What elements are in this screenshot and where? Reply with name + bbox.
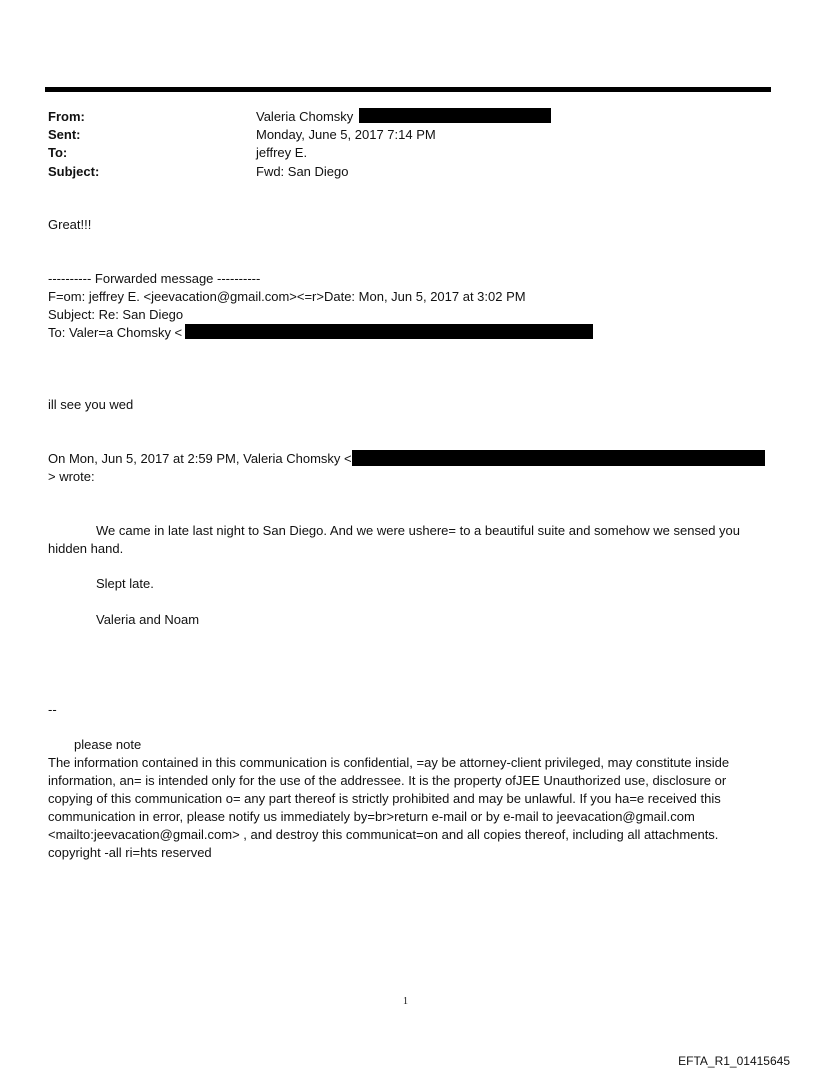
bates-number: EFTA_R1_01415645 <box>678 1054 790 1068</box>
forwarded-from-line: F=om: jeffrey E. <jeevacation@gmail.com><=r>Date: Mon, Jun 5, 2017 at 3:02 PM <box>48 289 526 304</box>
redaction-from-email <box>359 108 551 123</box>
forwarded-marker: ---------- Forwarded message ---------- <box>48 271 261 286</box>
redaction-quote-email <box>352 450 765 466</box>
reply-text: ill see you wed <box>48 397 134 412</box>
forwarded-to-line: To: Valer=a Chomsky < <box>48 325 183 340</box>
redaction-to-email <box>185 324 593 339</box>
from-label: From: <box>48 109 85 124</box>
to-value: jeffrey E. <box>256 145 308 160</box>
sent-label: Sent: <box>48 127 81 142</box>
disclaimer-title: please note <box>74 737 142 752</box>
from-value: Valeria Chomsky <box>256 109 354 124</box>
quote-header-wrote: > wrote: <box>48 469 95 484</box>
signature-separator: -- <box>48 702 57 717</box>
sent-value: Monday, June 5, 2017 7:14 PM <box>256 127 436 142</box>
page-number: 1 <box>403 996 408 1007</box>
subject-value: Fwd: San Diego <box>256 164 349 179</box>
subject-label: Subject: <box>48 164 100 179</box>
header-rule <box>45 87 771 92</box>
greeting: Great!!! <box>48 217 92 232</box>
disclaimer-text: The information contained in this communication is confidential, =ay be attorney-client privileged, may constitute inside information, an= is intended only for the use of the addressee. It is the property ofJEE Unauthorized use, disclosure or copying of this communication o= any part thereof is strictly prohibited and may be unlawful. If you ha=e received this communication in error, please notify us immediately by=br>return e-mail or by e-mail to jeevacation@gmail.com <mailto:jeevacation@gmail.com> , and destroy this communicat=on and all copies thereof, including all attachments. copyright -all ri=hts reserved <box>48 755 730 860</box>
quote-header: On Mon, Jun 5, 2017 at 2:59 PM, Valeria Chomsky < <box>48 451 352 466</box>
quote-paragraph: Slept late. <box>96 576 154 591</box>
forwarded-subject-line: Subject: Re: San Diego <box>48 307 184 322</box>
to-label: To: <box>48 145 68 160</box>
quote-paragraph: We came in late last night to San Diego. And we were ushere= to a beautiful suite and somehow we sensed you hidden hand. <box>48 523 741 556</box>
quote-signature: Valeria and Noam <box>96 612 200 627</box>
